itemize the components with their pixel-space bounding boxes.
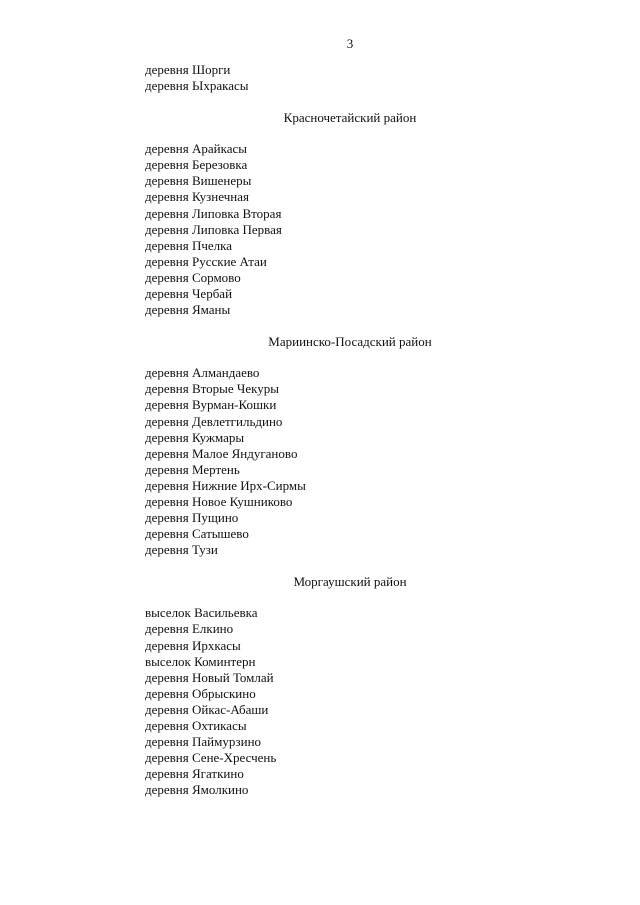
list-item: деревня Малое Яндуганово [145, 445, 298, 461]
list-item: деревня Тузи [145, 542, 218, 558]
list-item: деревня Мертень [145, 461, 240, 477]
list-item: деревня Охтикасы [145, 718, 247, 733]
district-list-mariinsko-posadsky [145, 365, 595, 558]
list-item: деревня Новый Томлай [145, 669, 274, 685]
document-body [145, 62, 595, 798]
list-item: деревня Русские Атаи [145, 253, 267, 269]
district-list-morgaushsky [145, 605, 595, 798]
district-title-morgaushsky: Моргаушский район [293, 574, 407, 590]
list-item: деревня Березовка [145, 157, 248, 173]
list-item: деревня Сене-Хресчень [145, 750, 277, 766]
list-item: деревня Вурман-Кошки [145, 397, 277, 413]
section-spacer [145, 94, 595, 110]
district-title-mariinsko-posadsky: Мариинско-Посадский район [268, 334, 432, 350]
list-item: деревня Ирхкасы [145, 637, 241, 653]
list-item: деревня Яманы [145, 302, 231, 318]
list-item: деревня Елкино [145, 621, 234, 637]
list-item: деревня Сормово [145, 269, 241, 285]
list-item: деревня Обрыскино [145, 685, 256, 701]
title-spacer [145, 350, 595, 365]
list-item: деревня Нижние Ирх-Сирмы [145, 477, 306, 493]
list-item: деревня Новое Кушниково [145, 493, 293, 509]
list-item: деревня Ягаткино [145, 766, 244, 782]
list-item: деревня Ойкас-Абаши [145, 701, 269, 717]
section-spacer [145, 318, 595, 334]
list-item: деревня Шорги [145, 62, 231, 77]
title-spacer [145, 126, 595, 141]
section-spacer [145, 558, 595, 574]
list-item: деревня Паймурзино [145, 734, 262, 750]
list-item: деревня Ямолкино [145, 782, 249, 798]
list-item: деревня Чербай [145, 286, 233, 302]
page-number: 3 [346, 36, 354, 51]
list-item: деревня Алмандаево [145, 365, 260, 381]
list-item: деревня Кужмары [145, 429, 245, 445]
list-item: деревня Девлетгильдино [145, 413, 283, 429]
list-item: деревня Вторые Чекуры [145, 381, 279, 397]
list-item: деревня Липовка Вторая [145, 205, 282, 221]
list-item: деревня Пущино [145, 510, 239, 526]
intro-list [145, 62, 595, 94]
title-spacer [145, 590, 595, 605]
list-item: деревня Кузнечная [145, 189, 249, 205]
list-item: выселок Коминтерн [145, 653, 256, 669]
list-item: деревня Вишенеры [145, 173, 252, 189]
list-item: деревня Сатышево [145, 526, 249, 542]
district-list-krasnochetaysky [145, 141, 595, 318]
list-item: деревня Липовка Первая [145, 221, 282, 237]
list-item: деревня Пчелка [145, 237, 233, 253]
list-item: деревня Ыхракасы [145, 78, 249, 94]
list-item: деревня Арайкасы [145, 141, 247, 157]
district-title-krasnochetaysky: Красночетайский район [283, 110, 417, 126]
list-item: выселок Васильевка [145, 605, 258, 621]
